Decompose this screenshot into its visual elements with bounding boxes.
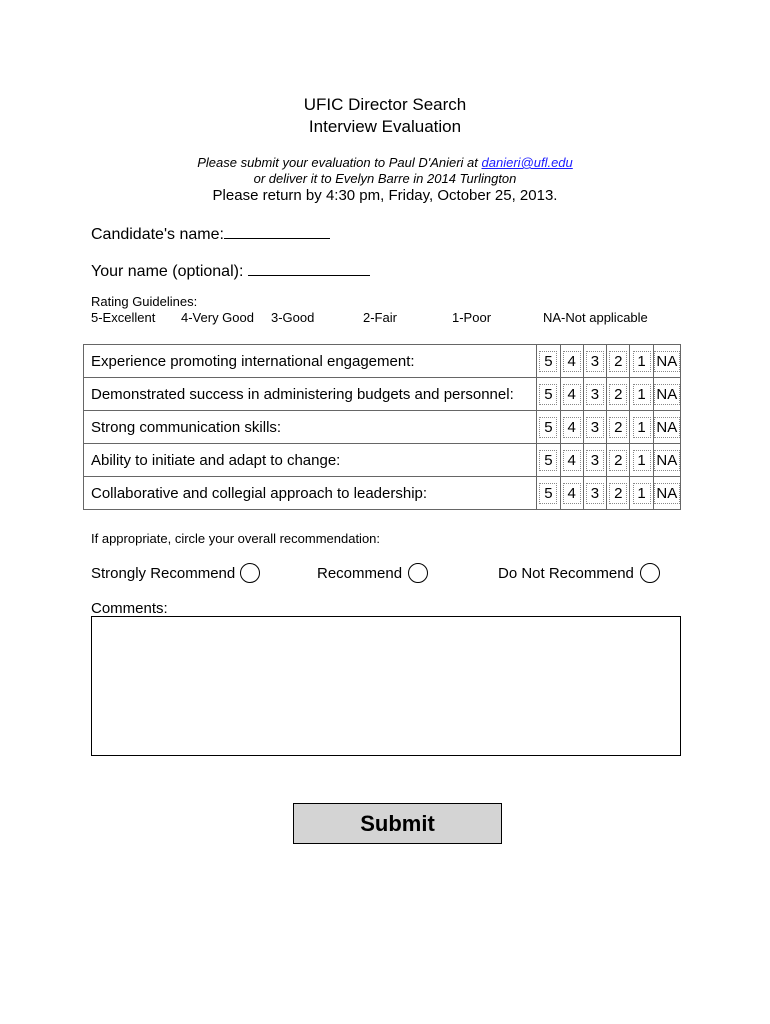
rating-5[interactable]: 5	[539, 384, 557, 405]
criterion-label: Collaborative and collegial approach to leadership:	[84, 477, 537, 510]
option-do-not-recommend-label: Do Not Recommend	[498, 565, 634, 582]
criterion-label: Ability to initiate and adapt to change:	[84, 444, 537, 477]
recommendation-prompt: If appropriate, circle your overall recommendation:	[91, 531, 381, 546]
option-strongly-recommend-label: Strongly Recommend	[91, 565, 236, 582]
rating-4[interactable]: 4	[563, 351, 581, 372]
rating-2[interactable]: 2	[609, 483, 627, 504]
rating-1[interactable]: 1	[633, 483, 651, 504]
rating-na[interactable]: NA	[654, 450, 680, 471]
rating-5[interactable]: 5	[539, 483, 557, 504]
rating-1[interactable]: 1	[633, 384, 651, 405]
recommend-radio[interactable]	[408, 563, 428, 583]
rating-3[interactable]: 3	[586, 384, 604, 405]
comments-label: Comments:	[91, 600, 168, 617]
rating-na[interactable]: NA	[654, 483, 680, 504]
rating-na[interactable]: NA	[654, 417, 680, 438]
rating-4[interactable]: 4	[563, 417, 581, 438]
candidate-name-label: Candidate's name:	[91, 226, 224, 243]
criterion-label: Strong communication skills:	[84, 411, 537, 444]
guideline-fair: 2-Fair	[363, 310, 397, 325]
guideline-na: NA-Not applicable	[543, 310, 648, 325]
criteria-row	[84, 345, 681, 378]
your-name-field[interactable]	[248, 261, 370, 276]
rating-5[interactable]: 5	[539, 417, 557, 438]
guideline-good: 3-Good	[271, 310, 315, 325]
criteria-row	[84, 477, 681, 510]
email-link[interactable]: danieri@ufl.edu	[481, 155, 573, 170]
comments-textarea[interactable]	[91, 616, 681, 756]
form-subtitle: Interview Evaluation	[308, 117, 462, 136]
rating-2[interactable]: 2	[609, 351, 627, 372]
guideline-very-good: 4-Very Good	[181, 310, 254, 325]
rating-3[interactable]: 3	[586, 450, 604, 471]
instruction-line-1	[0, 155, 770, 171]
criteria-row	[84, 444, 681, 477]
rating-1[interactable]: 1	[633, 417, 651, 438]
rating-5[interactable]: 5	[539, 351, 557, 372]
instruction-line-2: or deliver it to Evelyn Barre in 2014 Turlington	[253, 171, 517, 186]
rating-5[interactable]: 5	[539, 450, 557, 471]
rating-4[interactable]: 4	[563, 450, 581, 471]
instruction-prefix: Please submit your evaluation to Paul D'Anieri at	[197, 155, 482, 170]
return-deadline: Please return by 4:30 pm, Friday, October 25, 2013.	[212, 187, 558, 204]
criteria-table	[83, 344, 681, 510]
your-name-row	[91, 261, 370, 281]
rating-3[interactable]: 3	[586, 483, 604, 504]
rating-2[interactable]: 2	[609, 417, 627, 438]
rating-1[interactable]: 1	[633, 351, 651, 372]
guideline-excellent: 5-Excellent	[91, 310, 156, 325]
criteria-row	[84, 411, 681, 444]
rating-1[interactable]: 1	[633, 450, 651, 471]
rating-guidelines-title: Rating Guidelines:	[91, 294, 198, 309]
rating-4[interactable]: 4	[563, 384, 581, 405]
do-not-recommend-radio[interactable]	[640, 563, 660, 583]
candidate-name-row	[91, 224, 330, 244]
rating-2[interactable]: 2	[609, 450, 627, 471]
rating-3[interactable]: 3	[586, 417, 604, 438]
rating-4[interactable]: 4	[563, 483, 581, 504]
form-title: UFIC Director Search	[303, 95, 467, 114]
candidate-name-field[interactable]	[224, 224, 330, 239]
rating-2[interactable]: 2	[609, 384, 627, 405]
criterion-label: Experience promoting international engagement:	[84, 345, 537, 378]
criterion-label: Demonstrated success in administering budgets and personnel:	[84, 378, 537, 411]
rating-na[interactable]: NA	[654, 384, 680, 405]
rating-na[interactable]: NA	[654, 351, 680, 372]
rating-3[interactable]: 3	[586, 351, 604, 372]
your-name-label: Your name (optional):	[91, 263, 244, 280]
strongly-recommend-radio[interactable]	[240, 563, 260, 583]
submit-button[interactable]: Submit	[293, 803, 502, 844]
option-recommend-label: Recommend	[317, 565, 403, 582]
criteria-row	[84, 378, 681, 411]
guideline-poor: 1-Poor	[452, 310, 492, 325]
